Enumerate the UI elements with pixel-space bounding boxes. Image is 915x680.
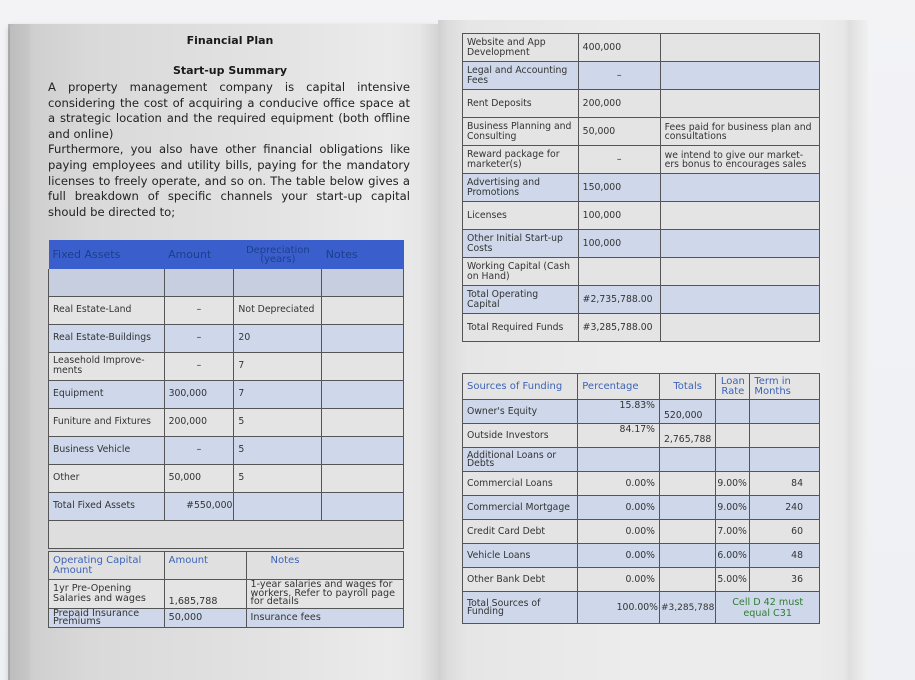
- header-notes: Notes: [246, 552, 403, 580]
- table-row: [463, 520, 820, 544]
- cell-notes: [660, 314, 819, 342]
- table-row: [49, 380, 404, 408]
- table-row: [49, 296, 404, 324]
- cell-item: Real Estate-Land: [49, 296, 165, 324]
- cell-rate: 9.00%: [716, 496, 750, 520]
- cell-term: 36: [750, 568, 820, 592]
- cell-notes: [660, 62, 819, 90]
- table-row: [463, 62, 820, 90]
- table-row-total: [49, 492, 404, 520]
- cell-item: Leasehold Improve-ments: [49, 352, 165, 380]
- cell-notes: [322, 492, 404, 520]
- cell-rate: [716, 400, 750, 424]
- table-row: [49, 608, 404, 627]
- header-amount: Amount: [164, 240, 234, 269]
- table-header-row: [49, 552, 404, 580]
- cell-item: Funiture and Fixtures: [49, 408, 165, 436]
- cell-item: Legal and Accounting Fees: [463, 62, 579, 90]
- table-row: [49, 324, 404, 352]
- intro-text: [48, 80, 410, 220]
- cell-amount: 100,000: [578, 230, 660, 258]
- cell-amount: 150,000: [578, 174, 660, 202]
- cell-item: Advertising and Promotions: [463, 174, 579, 202]
- cell-percentage: 0.00%: [578, 496, 660, 520]
- table-row: [463, 448, 820, 472]
- cell-notes: 1-year salaries and wages for workers. Refer to payroll page for details: [246, 580, 403, 609]
- fixed-assets-table: [48, 240, 404, 549]
- cell-percentage: 0.00%: [578, 544, 660, 568]
- cell-percentage: 0.00%: [578, 520, 660, 544]
- cell-percentage: 84.17%: [578, 424, 660, 448]
- table-row: [463, 90, 820, 118]
- intro-paragraph: Furthermore, you also have other financial obligations like paying employees and utility bills, paying for the mandatory licenses to freely operate, and so on. The table below gives a full breakdown of specific channels your start-up capital should be directed to;: [48, 142, 410, 219]
- cell-source: Other Bank Debt: [463, 568, 578, 592]
- cell-notes: [660, 174, 819, 202]
- table-row-total: [463, 592, 820, 624]
- table-row: [49, 436, 404, 464]
- cell-depreciation: Not Depreciated: [234, 296, 322, 324]
- cell-total: [660, 496, 716, 520]
- cell-amount: –: [164, 324, 234, 352]
- header-depreciation: Depreciation (years): [234, 240, 322, 269]
- cell-depreciation: [234, 492, 322, 520]
- table-row-total: [463, 286, 820, 314]
- cell-amount: –: [578, 146, 660, 174]
- cell-amount: 100,000: [578, 202, 660, 230]
- header-operating-capital: Operating Capital Amount: [49, 552, 165, 580]
- table-row: [49, 580, 404, 609]
- cell-notes: [322, 436, 404, 464]
- cell-total: [660, 472, 716, 496]
- cell-amount: –: [164, 296, 234, 324]
- cell-total: 2,765,788: [660, 424, 716, 448]
- cell-depreciation: 5: [234, 464, 322, 492]
- operating-capital-table: [48, 551, 404, 628]
- cell-percentage: [578, 448, 660, 472]
- cell-item: Total Operating Capital: [463, 286, 579, 314]
- cell-amount: 400,000: [578, 34, 660, 62]
- cell-amount: 50,000: [164, 464, 234, 492]
- cell-term: [750, 400, 820, 424]
- header-percentage: Percentage: [578, 374, 660, 400]
- table-row: [463, 146, 820, 174]
- cell-item: Website and App Development: [463, 34, 579, 62]
- cell-amount: –: [164, 352, 234, 380]
- header-totals: Totals: [660, 374, 716, 400]
- cell-item: Business Vehicle: [49, 436, 165, 464]
- cell-rate: 7.00%: [716, 520, 750, 544]
- book-page-edge-right: [850, 20, 868, 680]
- table-spacer-row: [49, 269, 404, 296]
- cell-total: [660, 448, 716, 472]
- header-notes: Notes: [322, 240, 404, 269]
- cell-total: #3,285,788: [660, 592, 716, 624]
- cell-source: Total Sources of Funding: [463, 592, 578, 624]
- table-row: [463, 424, 820, 448]
- cell-amount: [578, 258, 660, 286]
- intro-paragraph: A property management company is capital intensive considering the cost of acquiring a conducive office space at a strategic location and the required equipment (both offline and online): [48, 80, 410, 141]
- cell-source: Commercial Loans: [463, 472, 578, 496]
- cell-item: Real Estate-Buildings: [49, 324, 165, 352]
- cell-percentage: 15.83%: [578, 400, 660, 424]
- table-row-total: [463, 314, 820, 342]
- cell-amount: 200,000: [164, 408, 234, 436]
- cell-amount: 50,000: [164, 608, 246, 627]
- cell-amount: 1,685,788: [164, 580, 246, 609]
- header-loan-rate: Loan Rate: [716, 374, 750, 400]
- cell-depreciation: 7: [234, 380, 322, 408]
- cell-term: 60: [750, 520, 820, 544]
- table-row: [49, 464, 404, 492]
- table-row: [463, 174, 820, 202]
- cell-amount: 50,000: [578, 118, 660, 146]
- cell-notes: [660, 90, 819, 118]
- cell-source: Additional Loans or Debts: [463, 448, 578, 472]
- table-row: [463, 496, 820, 520]
- cell-term: 240: [750, 496, 820, 520]
- cell-rate: [716, 424, 750, 448]
- cell-rate: [716, 448, 750, 472]
- table-row: [463, 568, 820, 592]
- cell-amount: –: [164, 436, 234, 464]
- cell-source: Outside Investors: [463, 424, 578, 448]
- cell-item: Reward package for marketer(s): [463, 146, 579, 174]
- cell-amount: #550,000: [164, 492, 234, 520]
- cell-item: 1yr Pre-Opening Salaries and wages: [49, 580, 165, 609]
- table-header-row: [463, 374, 820, 400]
- cell-notes: [322, 352, 404, 380]
- cell-depreciation: 7: [234, 352, 322, 380]
- header-term: Term in Months: [750, 374, 820, 400]
- cell-term: 48: [750, 544, 820, 568]
- cell-notes: we intend to give our market-ers bonus to encourages sales: [660, 146, 819, 174]
- cell-notes: [322, 408, 404, 436]
- cell-term: [750, 424, 820, 448]
- cell-source: Vehicle Loans: [463, 544, 578, 568]
- cell-total: [660, 520, 716, 544]
- table-gap-row: [49, 520, 404, 548]
- cell-percentage: 100.00%: [578, 592, 660, 624]
- cell-rate: 5.00%: [716, 568, 750, 592]
- cell-notes: [322, 324, 404, 352]
- cell-amount: –: [578, 62, 660, 90]
- cell-notes: [660, 286, 819, 314]
- cell-item: Prepaid Insurance Premiums: [49, 608, 165, 627]
- header-sources: Sources of Funding: [463, 374, 578, 400]
- cell-depreciation: 20: [234, 324, 322, 352]
- cell-notes: Fees paid for business plan and consultations: [660, 118, 819, 146]
- cell-notes: Insurance fees: [246, 608, 403, 627]
- cell-source: Owner's Equity: [463, 400, 578, 424]
- page-title: Financial Plan: [186, 34, 274, 47]
- table-row: [463, 34, 820, 62]
- cell-item: Equipment: [49, 380, 165, 408]
- validation-note: Cell D 42 must equal C31: [716, 592, 820, 624]
- cell-term: [750, 448, 820, 472]
- cell-item: Business Planning and Consulting: [463, 118, 579, 146]
- cell-depreciation: 5: [234, 436, 322, 464]
- cell-notes: [660, 202, 819, 230]
- cell-total: [660, 544, 716, 568]
- cell-percentage: 0.00%: [578, 472, 660, 496]
- cell-total: 520,000: [660, 400, 716, 424]
- table-header-row: [49, 240, 404, 269]
- cell-notes: [322, 464, 404, 492]
- table-row: [463, 544, 820, 568]
- table-row: [463, 400, 820, 424]
- table-row: [463, 202, 820, 230]
- table-row: [49, 408, 404, 436]
- cell-notes: [322, 296, 404, 324]
- table-row: [463, 230, 820, 258]
- section-title: Start-up Summary: [172, 64, 288, 77]
- cell-notes: [660, 230, 819, 258]
- cell-amount: #2,735,788.00: [578, 286, 660, 314]
- cell-depreciation: 5: [234, 408, 322, 436]
- cell-percentage: 0.00%: [578, 568, 660, 592]
- cell-total: [660, 568, 716, 592]
- table-row: [463, 118, 820, 146]
- table-row: [463, 472, 820, 496]
- cell-amount: 200,000: [578, 90, 660, 118]
- cell-item: Licenses: [463, 202, 579, 230]
- cell-item: Total Fixed Assets: [49, 492, 165, 520]
- table-row: [49, 352, 404, 380]
- cell-notes: [660, 34, 819, 62]
- cell-item: Working Capital (Cash on Hand): [463, 258, 579, 286]
- header-amount: Amount: [164, 552, 246, 580]
- cell-item: Other: [49, 464, 165, 492]
- table-row: [463, 258, 820, 286]
- cell-term: 84: [750, 472, 820, 496]
- cell-source: Credit Card Debt: [463, 520, 578, 544]
- startup-costs-table: [462, 33, 820, 342]
- cell-rate: 6.00%: [716, 544, 750, 568]
- sources-of-funding-table: [462, 373, 820, 624]
- cell-source: Commercial Mortgage: [463, 496, 578, 520]
- cell-item: Other Initial Start-up Costs: [463, 230, 579, 258]
- cell-rate: 9.00%: [716, 472, 750, 496]
- cell-amount: 300,000: [164, 380, 234, 408]
- cell-notes: [660, 258, 819, 286]
- cell-item: Rent Deposits: [463, 90, 579, 118]
- cell-notes: [322, 380, 404, 408]
- cell-item: Total Required Funds: [463, 314, 579, 342]
- header-fixed-assets: Fixed Assets: [49, 240, 165, 269]
- cell-amount: #3,285,788.00: [578, 314, 660, 342]
